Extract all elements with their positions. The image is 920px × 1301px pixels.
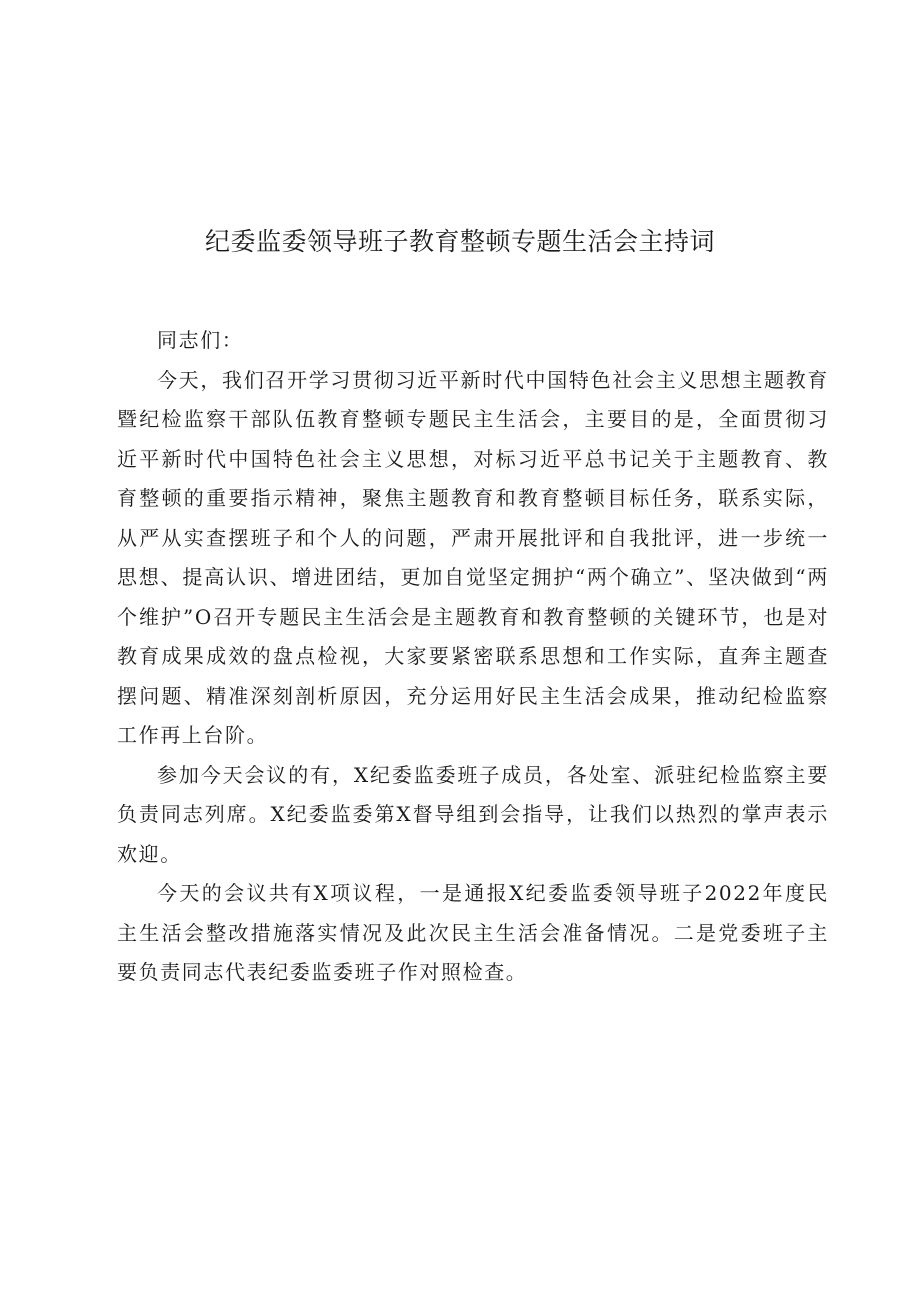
greeting: 同志们： [157,328,244,352]
document-title: 纪委监委领导班子教育整顿专题生活会主持词 [204,227,715,256]
paragraph-attendees: 参加今天会议的有，X纪委监委班子成员，各处室、派驻纪检监察主要负责同志列席。X纪委监委第X督导组到会指导，让我们以热烈的掌声表示欢迎。 [117,762,829,866]
document-body [117,321,829,993]
paragraph-opening: 今天，我们召开学习贯彻习近平新时代中国特色社会主义思想主题教育暨纪检监察干部队伍教育整顿专题民主生活会，主要目的是，全面贯彻习近平新时代中国特色社会主义思想，对标习近平总书记关于主题教育、教育整顿的重要指示精神，聚焦主题教育和教育整顿目标任务，联系实际，从严从实查摆班子和个人的问题，严肃开展批评和自我批评，进一步统一思想、提高认识、增进团结，更加自觉坚定拥护“两个确立”、坚决做到“两个维护”O召开专题民主生活会是主题教育和教育整顿的关键环节，也是对教育成果成效的盘点检视，大家要紧密联系思想和工作实际，直奔主题查摆问题、精准深刻剖析原因，充分运用好民主生活会成果，推动纪检监察工作再上台阶。 [117,367,829,747]
paragraph-agenda: 今天的会议共有X项议程，一是通报X纪委监委领导班子2022年度民主生活会整改措施落实情况及此次民主生活会准备情况。二是党委班子主要负责同志代表纪委监委班子作对照检查。 [117,881,829,984]
